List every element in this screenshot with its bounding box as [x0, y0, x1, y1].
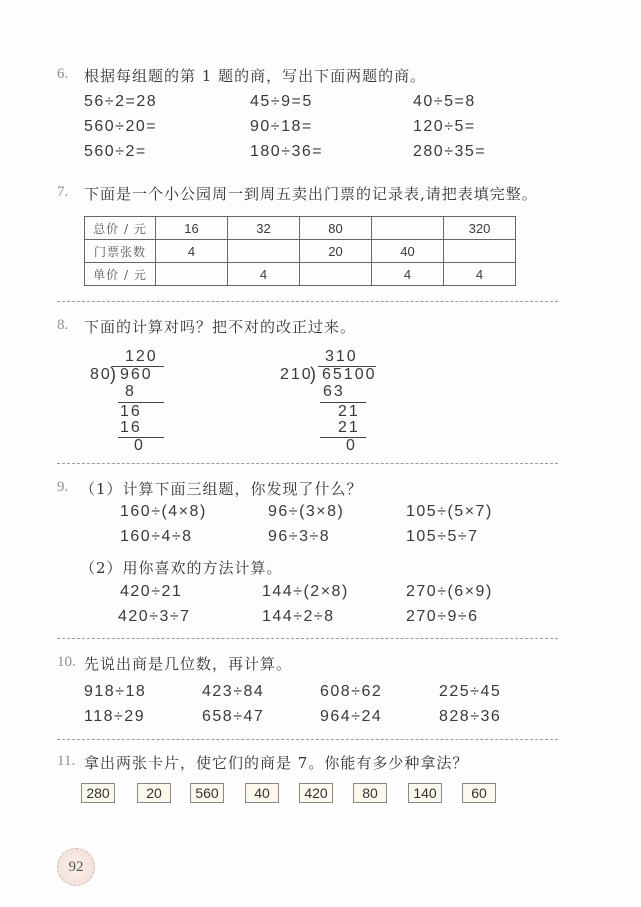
q10-expr: 828÷36	[439, 708, 502, 725]
table-cell: 40	[372, 240, 444, 263]
dividend: 960	[120, 366, 153, 383]
q11-prompt: 拿出两张卡片，使它们的商是 7。你能有多少种拿法？	[84, 754, 469, 772]
q7-number: 7.	[57, 184, 69, 200]
dividend: 65100	[322, 366, 377, 383]
table-cell: 4	[156, 240, 228, 263]
section-divider	[57, 301, 558, 302]
q10-expr: 225÷45	[439, 683, 502, 700]
table-cell: 20	[300, 240, 372, 263]
number-card[interactable]: 40	[245, 783, 279, 803]
q8-prompt: 下面的计算对吗？把不对的改正过来。	[84, 318, 357, 336]
table-cell	[156, 263, 228, 286]
number-card[interactable]: 60	[462, 783, 496, 803]
q9-expr: 160÷4÷8	[120, 528, 193, 545]
q9-expr: 96÷(3×8)	[268, 503, 345, 520]
q6-expr: 40÷5=8	[413, 93, 476, 110]
q6-expr: 56÷2=28	[84, 93, 158, 110]
number-card[interactable]: 420	[299, 783, 333, 803]
number-card[interactable]: 140	[408, 783, 442, 803]
row-header: 总价 / 元	[85, 217, 156, 240]
q10-expr: 423÷84	[202, 683, 265, 700]
q9-part1-label: （1）计算下面三组题，你发现了什么？	[80, 480, 363, 498]
section-divider	[57, 739, 558, 740]
q6-expr: 120÷5=	[413, 118, 476, 135]
row-header: 门票张数	[85, 240, 156, 263]
q10-expr: 964÷24	[320, 708, 383, 725]
quotient: 120	[125, 348, 158, 365]
step-line	[320, 437, 366, 438]
divisor: 80	[90, 366, 112, 383]
number-card[interactable]: 80	[353, 783, 387, 803]
q6-expr: 280÷35=	[413, 143, 487, 160]
q9-expr: 270÷(6×9)	[406, 583, 493, 600]
table-cell	[372, 217, 444, 240]
q9-expr: 96÷3÷8	[268, 528, 331, 545]
q6-expr: 180÷36=	[250, 143, 324, 160]
table-cell	[228, 240, 300, 263]
division-bracket-icon: )	[110, 364, 118, 384]
table-cell: 4	[228, 263, 300, 286]
page-number-badge: 92	[57, 848, 95, 886]
q10-expr: 918÷18	[84, 683, 147, 700]
table-row	[85, 217, 516, 240]
step: 8	[125, 383, 136, 400]
q9-expr: 420÷3÷7	[118, 608, 191, 625]
q10-prompt: 先说出商是几位数，再计算。	[84, 655, 293, 673]
q6-number: 6.	[57, 66, 69, 82]
number-card[interactable]: 280	[81, 783, 115, 803]
table-cell	[444, 240, 516, 263]
step: 21	[338, 419, 360, 436]
step: 21	[338, 403, 360, 420]
step: 0	[346, 437, 357, 454]
step: 16	[120, 419, 142, 436]
q7-prompt: 下面是一个小公园周一到周五卖出门票的记录表,请把表填完整。	[84, 185, 538, 203]
table-cell: 4	[372, 263, 444, 286]
divisor: 210	[280, 366, 313, 383]
number-card[interactable]: 560	[190, 783, 224, 803]
q9-expr: 105÷(5×7)	[406, 503, 493, 520]
q9-number: 9.	[57, 479, 69, 495]
section-divider	[57, 463, 558, 464]
q6-expr: 560÷20=	[84, 118, 158, 135]
q6-expr: 90÷18=	[250, 118, 313, 135]
table-row	[85, 263, 516, 286]
table-row	[85, 240, 516, 263]
q10-number: 10.	[57, 654, 76, 670]
q10-expr: 658÷47	[202, 708, 265, 725]
table-cell: 16	[156, 217, 228, 240]
q10-expr: 118÷29	[84, 708, 146, 725]
q9-expr: 160÷(4×8)	[120, 503, 207, 520]
table-cell: 80	[300, 217, 372, 240]
q6-expr: 45÷9=5	[250, 93, 313, 110]
q9-part2-label: （2）用你喜欢的方法计算。	[80, 559, 283, 577]
quotient: 310	[325, 348, 358, 365]
q11-number: 11.	[57, 753, 76, 769]
q10-expr: 608÷62	[320, 683, 383, 700]
q9-expr: 105÷5÷7	[406, 528, 479, 545]
q9-expr: 270÷9÷6	[406, 608, 479, 625]
step: 63	[323, 383, 345, 400]
table-cell: 4	[444, 263, 516, 286]
q6-expr: 560÷2=	[84, 143, 147, 160]
q8-number: 8.	[57, 317, 69, 333]
q9-expr: 144÷(2×8)	[262, 583, 349, 600]
ticket-record-table	[84, 216, 516, 286]
q9-expr: 144÷2÷8	[262, 608, 335, 625]
table-cell: 32	[228, 217, 300, 240]
section-divider	[57, 638, 558, 639]
q9-expr: 420÷21	[120, 583, 183, 600]
row-header: 单价 / 元	[85, 263, 156, 286]
q6-prompt: 根据每组题的第 1 题的商，写出下面两题的商。	[84, 67, 427, 85]
number-card[interactable]: 20	[137, 783, 171, 803]
step: 16	[120, 403, 142, 420]
table-cell: 320	[444, 217, 516, 240]
table-cell	[300, 263, 372, 286]
division-bracket-icon: )	[310, 364, 318, 384]
step: 0	[134, 437, 145, 454]
